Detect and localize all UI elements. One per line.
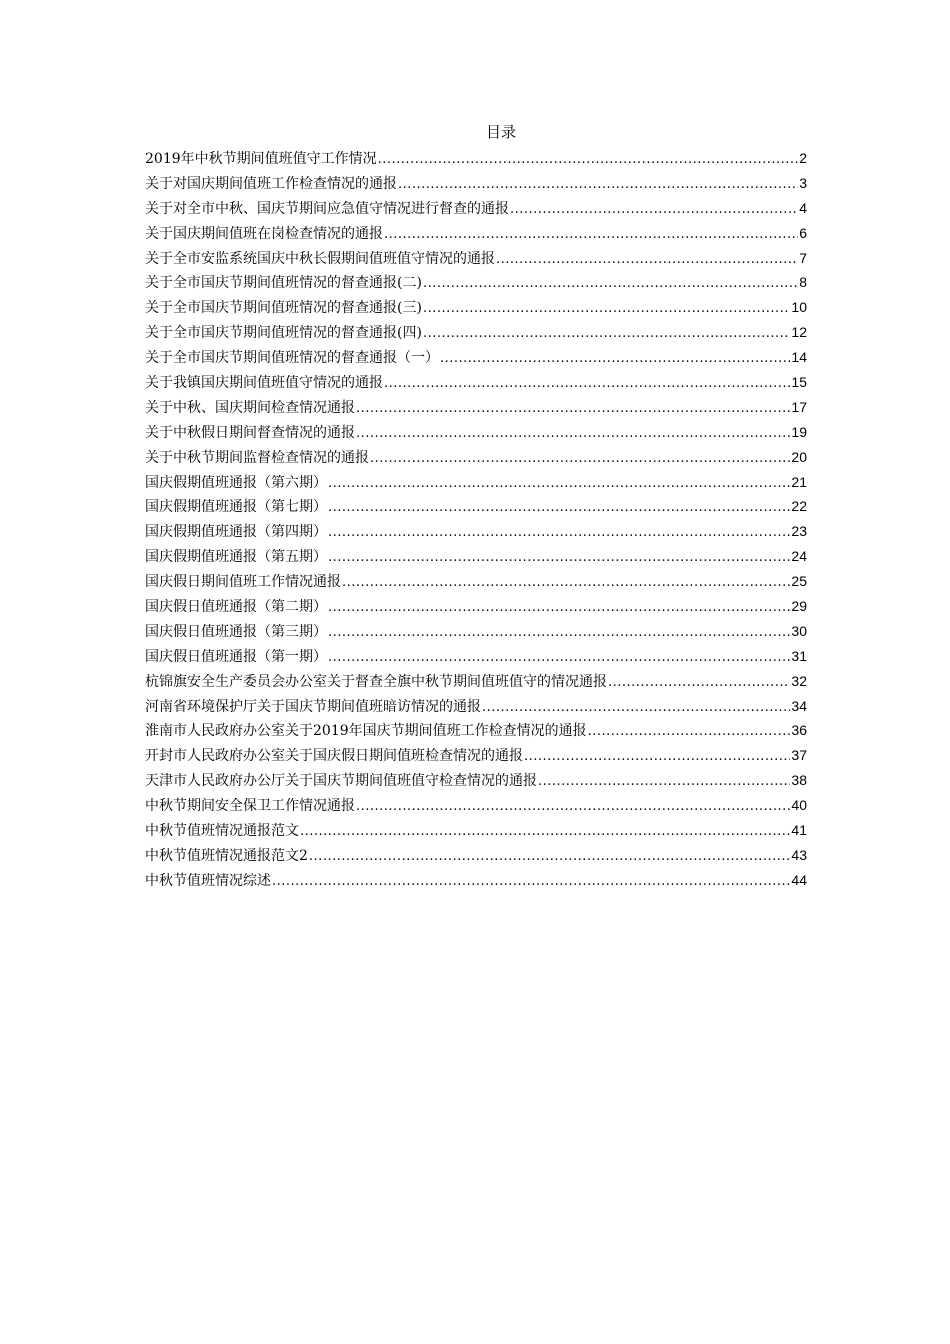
- toc-dot-leader: [342, 571, 790, 594]
- toc-entry-title[interactable]: 中秋节期间安全保卫工作情况通报: [145, 798, 355, 815]
- toc-dot-leader: [328, 472, 790, 495]
- toc-entry-title[interactable]: 国庆假期值班通报（第六期）: [145, 474, 327, 491]
- toc-entry-title[interactable]: 关于全市国庆节期间值班情况的督查通报（一）: [145, 350, 439, 367]
- toc-entry[interactable]: [145, 743, 807, 768]
- toc-entry-page[interactable]: 19: [791, 423, 807, 440]
- toc-entry-title[interactable]: 关于全市国庆节期间值班情况的督查通报(二): [145, 275, 422, 292]
- toc-entry[interactable]: [145, 270, 807, 295]
- toc-entry-title[interactable]: 关于全市安监系统国庆中秋长假期间值班值守情况的通报: [145, 250, 495, 267]
- toc-dot-leader: [510, 198, 798, 221]
- toc-entry-page[interactable]: 20: [791, 448, 807, 465]
- toc-entry-title[interactable]: 国庆假日值班通报（第二期）: [145, 599, 327, 616]
- toc-entry[interactable]: [145, 470, 807, 495]
- toc-entry[interactable]: [145, 569, 807, 594]
- toc-entry-page[interactable]: 12: [791, 324, 807, 341]
- toc-dot-leader: [328, 646, 790, 669]
- toc-entry-title[interactable]: 天津市人民政府办公厅关于国庆节期间值班值守检查情况的通报: [145, 773, 537, 790]
- toc-entry-page[interactable]: 21: [791, 473, 807, 490]
- toc-entry[interactable]: [145, 619, 807, 644]
- toc-dot-leader: [356, 795, 790, 818]
- toc-entry-page[interactable]: 37: [791, 747, 807, 764]
- toc-entry-title[interactable]: 关于中秋节期间监督检查情况的通报: [145, 449, 369, 466]
- toc-dot-leader: [384, 223, 798, 246]
- toc-list: [145, 146, 807, 893]
- toc-entry[interactable]: [145, 295, 807, 320]
- toc-title: 目录: [485, 123, 516, 141]
- toc-entry-page[interactable]: 24: [791, 548, 807, 565]
- toc-entry-title[interactable]: 国庆假日值班通报（第三期）: [145, 623, 327, 640]
- toc-dot-leader: [482, 696, 790, 719]
- toc-dot-leader: [608, 671, 790, 694]
- toc-dot-leader: [370, 447, 790, 470]
- toc-entry[interactable]: [145, 868, 807, 893]
- toc-dot-leader: [328, 621, 790, 644]
- toc-entry-title[interactable]: 中秋节值班情况通报范文2: [145, 847, 308, 864]
- toc-entry-title[interactable]: 关于中秋假日期间督查情况的通报: [145, 424, 355, 441]
- toc-entry-page[interactable]: 41: [791, 822, 807, 839]
- toc-entry[interactable]: [145, 171, 807, 196]
- toc-entry-page[interactable]: 3: [799, 174, 807, 191]
- toc-entry-page[interactable]: 30: [791, 622, 807, 639]
- toc-dot-leader: [440, 347, 790, 370]
- toc-dot-leader: [328, 546, 790, 569]
- toc-entry[interactable]: [145, 320, 807, 345]
- toc-entry-title[interactable]: 河南省环境保护厅关于国庆节期间值班暗访情况的通报: [145, 698, 481, 715]
- toc-entry-title[interactable]: 杭锦旗安全生产委员会办公室关于督查全旗中秋节期间值班值守的情况通报: [145, 673, 607, 690]
- toc-entry-page[interactable]: 7: [799, 249, 807, 266]
- toc-dot-leader: [524, 745, 790, 768]
- toc-entry[interactable]: [145, 146, 807, 171]
- toc-dot-leader: [356, 397, 790, 420]
- toc-entry-page[interactable]: 36: [791, 722, 807, 739]
- toc-entry-title[interactable]: 国庆假日期间值班工作情况通报: [145, 574, 341, 591]
- toc-dot-leader: [328, 496, 790, 519]
- toc-dot-leader: [328, 596, 790, 619]
- toc-entry-title[interactable]: 2019年中秋节期间值班值守工作情况: [145, 151, 377, 167]
- toc-entry-title[interactable]: 关于全市国庆节期间值班情况的督查通报(四): [145, 325, 422, 342]
- toc-entry[interactable]: [145, 669, 807, 694]
- toc-entry-title[interactable]: 关于全市国庆节期间值班情况的督查通报(三): [145, 300, 422, 317]
- toc-entry-title[interactable]: 国庆假日值班通报（第一期）: [145, 648, 327, 665]
- toc-entry-page[interactable]: 6: [799, 224, 807, 241]
- toc-entry-title[interactable]: 关于对国庆期间值班工作检查情况的通报: [145, 175, 397, 192]
- toc-dot-leader: [588, 720, 791, 743]
- toc-entry-page[interactable]: 34: [791, 697, 807, 714]
- toc-entry[interactable]: [145, 768, 807, 793]
- toc-entry-title[interactable]: 关于我镇国庆期间值班值守情况的通报: [145, 375, 383, 392]
- toc-entry-page[interactable]: 15: [791, 374, 807, 391]
- toc-entry[interactable]: [145, 818, 807, 843]
- toc-entry[interactable]: [145, 445, 807, 470]
- toc-entry-page[interactable]: 14: [791, 349, 807, 366]
- toc-entry[interactable]: [145, 196, 807, 221]
- toc-entry-page[interactable]: 40: [791, 797, 807, 814]
- toc-entry[interactable]: [145, 519, 807, 544]
- toc-entry[interactable]: [145, 718, 807, 743]
- toc-entry-page[interactable]: 38: [791, 772, 807, 789]
- toc-dot-leader: [309, 845, 791, 868]
- toc-entry-title[interactable]: 国庆假期值班通报（第七期）: [145, 499, 327, 516]
- toc-dot-leader: [378, 148, 799, 171]
- toc-dot-leader: [384, 372, 790, 395]
- toc-entry[interactable]: [145, 594, 807, 619]
- toc-entry-title[interactable]: 关于国庆期间值班在岗检查情况的通报: [145, 225, 383, 242]
- toc-entry[interactable]: [145, 345, 807, 370]
- toc-entry[interactable]: [145, 221, 807, 246]
- toc-dot-leader: [423, 272, 798, 295]
- toc-entry-title[interactable]: 关于对全市中秋、国庆节期间应急值守情况进行督查的通报: [145, 200, 509, 217]
- toc-entry[interactable]: [145, 843, 807, 868]
- toc-dot-leader: [423, 322, 790, 345]
- toc-dot-leader: [398, 173, 798, 196]
- toc-dot-leader: [423, 297, 790, 320]
- toc-entry-title[interactable]: 淮南市人民政府办公室关于2019年国庆节期间值班工作检查情况的通报: [145, 723, 587, 740]
- toc-dot-leader: [356, 422, 790, 445]
- toc-entry-page[interactable]: 23: [791, 523, 807, 540]
- toc-entry[interactable]: [145, 246, 807, 271]
- toc-dot-leader: [496, 248, 798, 271]
- toc-dot-leader: [538, 770, 790, 793]
- toc-entry-title[interactable]: 开封市人民政府办公室关于国庆假日期间值班检查情况的通报: [145, 748, 523, 765]
- toc-entry-title[interactable]: 中秋节值班情况综述: [145, 872, 271, 889]
- toc-entry-page[interactable]: 22: [791, 498, 807, 515]
- toc-dot-leader: [300, 820, 790, 843]
- toc-entry-page[interactable]: 10: [791, 299, 807, 316]
- toc-entry[interactable]: [145, 793, 807, 818]
- toc-entry-title[interactable]: 国庆假期值班通报（第四期）: [145, 524, 327, 541]
- toc-entry-title[interactable]: 国庆假期值班通报（第五期）: [145, 549, 327, 566]
- toc-entry-page[interactable]: 44: [791, 871, 807, 888]
- toc-dot-leader: [328, 521, 790, 544]
- toc-entry-title[interactable]: 关于中秋、国庆期间检查情况通报: [145, 399, 355, 416]
- toc-entry[interactable]: [145, 694, 807, 719]
- toc-dot-leader: [272, 870, 790, 893]
- toc-entry-page[interactable]: 29: [791, 598, 807, 615]
- toc-entry-page[interactable]: 31: [791, 647, 807, 664]
- toc-entry-page[interactable]: 43: [791, 846, 807, 863]
- toc-entry[interactable]: [145, 370, 807, 395]
- toc-entry-page[interactable]: 8: [799, 274, 807, 291]
- toc-entry-page[interactable]: 25: [791, 573, 807, 590]
- toc-entry-title[interactable]: 中秋节值班情况通报范文: [145, 823, 299, 840]
- toc-entry-page[interactable]: 17: [791, 398, 807, 415]
- toc-entry[interactable]: [145, 494, 807, 519]
- toc-entry[interactable]: [145, 420, 807, 445]
- toc-entry[interactable]: [145, 544, 807, 569]
- toc-entry-page[interactable]: 32: [791, 672, 807, 689]
- toc-entry-page[interactable]: 4: [799, 199, 807, 216]
- toc-entry[interactable]: [145, 395, 807, 420]
- toc-entry-page[interactable]: 2: [799, 150, 807, 166]
- toc-entry[interactable]: [145, 644, 807, 669]
